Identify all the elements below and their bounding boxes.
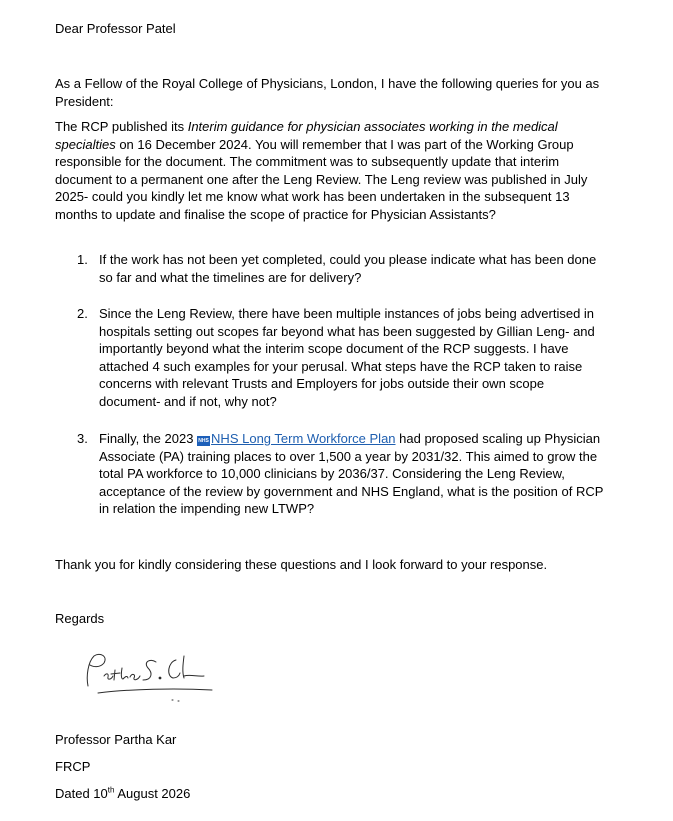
list-item-text: Since the Leng Review, there have been multiple instances of jobs being advertised in hospitals setting out scopes far beyond what has been suggested by Gillian Leng- and importantly beyond what the interim scope document of the RCP suggests. I have attached 4 such examples for your perusal. What steps have the RCP taken to raise concerns with relevant Trusts and Employers for jobs outside their own scope document- and if not, why not? xyxy=(99,306,595,409)
date-prefix: Dated 10 xyxy=(55,786,108,801)
date-ordinal: th xyxy=(107,785,115,795)
list-item-text xyxy=(99,430,604,518)
closing-paragraph: Thank you for kindly considering these questions and I look forward to your response. xyxy=(55,557,548,572)
list-number: 1. xyxy=(77,252,88,267)
date-rest: August 2026 xyxy=(114,786,191,801)
salutation: Dear Professor Patel xyxy=(55,21,176,36)
rcp-guidance-paragraph xyxy=(55,118,615,223)
nhs-logo-icon: NHS xyxy=(198,438,209,444)
letter-date xyxy=(55,785,615,803)
guidance-title: Interim guidance for physician associates working in the medical specialties xyxy=(55,119,558,152)
list-number: 2. xyxy=(77,306,88,321)
list-number: 3. xyxy=(77,431,88,446)
para1-rest: on 16 December 2024. You will remember that I was part of the Working Group responsible for the document. The commitment was to subsequently update that interim document to a permanent one after the Leng Review. The Leng review was published in July 2025- could you kindly let me know what work has been undertaken in the subsequent 13 months to update and finalise the scope of practice for Physician Assistants? xyxy=(55,136,588,222)
sender-name: Professor Partha Kar xyxy=(55,732,177,747)
signoff: Regards xyxy=(55,611,105,626)
list-item-text: If the work has not been yet completed, could you please indicate what has been done so far and what the timelines are for delivery? xyxy=(99,252,597,285)
ltwp-link[interactable]: NHS Long Term Workforce Plan xyxy=(211,431,396,446)
item3-rest: had proposed scaling up Physician Associate (PA) training places to over 1,500 a year by 2031/32. This aimed to grow the total PA workforce to 10,000 clinicians by 2036/37. Considering the Leng Review, acceptance of the review by government and NHS England, what is the position of RCP in relation the impending new LTWP? xyxy=(99,431,604,516)
intro-paragraph: As a Fellow of the Royal College of Physicians, London, I have the following queries for you as President: xyxy=(55,76,600,109)
post-nominal: FRCP xyxy=(55,759,91,774)
item3-lead: Finally, the 2023 xyxy=(99,431,198,446)
para1-lead: The RCP published its xyxy=(55,119,188,134)
handwritten-signature xyxy=(80,646,220,706)
